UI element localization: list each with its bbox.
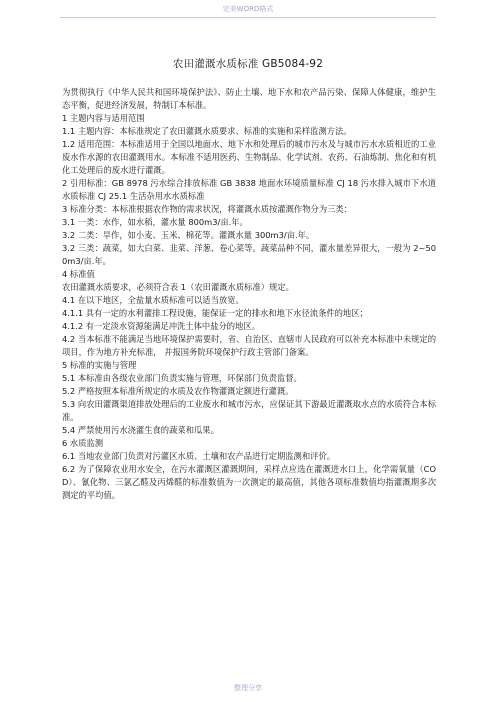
page-header: 完美WORD格式 — [222, 5, 274, 13]
paragraph: 5 标准的实施与管理 — [62, 360, 137, 370]
document-body — [62, 86, 436, 502]
paragraph: 4.1.1 具有一定的水利灌排工程设施，能保证一定的排水和地下水径流条件的地区； — [62, 308, 368, 318]
header-divider — [60, 17, 436, 18]
paragraph: 2 引用标准：GB 8978 污水综合排放标准 GB 3838 地面水环境质量标准 CJ 18 污水排入城市下水道水质标准 CJ 25.1 生活杂用水水质标准 — [62, 178, 436, 201]
paragraph: 4.1.2 有一定淡水资源能满足冲洗土体中盐分的地区。 — [62, 321, 260, 331]
paragraph: 5.4 严禁使用污水浇灌生食的蔬菜和瓜果。 — [62, 425, 219, 435]
paragraph: 3 标准分类：本标准根据农作物的需求状况，将灌溉水质按灌溉作物分为三类： — [62, 204, 353, 214]
paragraph: 5.1 本标准由各级农业部门负责实施与管理，环保部门负责监督。 — [62, 373, 302, 383]
page-footer: 整理分享 — [234, 684, 262, 692]
paragraph: 为贯彻执行《中华人民共和国环境保护法》、防止土壤、地下水和农产品污染、保障人体健康，维护生态平衡，促进经济发展，特制订本标准。 — [62, 87, 436, 110]
paragraph: 5.3 向农田灌溉渠道排放处理后的工业废水和城市污水，应保证其下游最近灌溉取水点的水质符合本标准。 — [62, 399, 436, 422]
paragraph: 6 水质监测 — [62, 438, 104, 448]
paragraph: 3.1 一类：水作，如水稻，灌水量 800m3/亩.年。 — [62, 217, 248, 227]
paragraph: 4.2 当本标准不能满足当地环境保护需要时，省、自治区、直辖市人民政府可以补充本标准中未规定的项目，作为地方补充标准， 并报国务院环境保护行政主管部门备案。 — [62, 334, 436, 357]
paragraph: 5.2 严格按照本标准所规定的水质及农作物灌溉定额进行灌溉。 — [62, 386, 294, 396]
paragraph: 农田灌溉水质要求，必须符合表 1（农田灌溉水质标准）规定。 — [62, 282, 294, 292]
paragraph: 6.2 为了保障农业用水安全，在污水灌溉区灌溉期间，采样点应选在灌溉进水口上，化学需氧量（COD）、氰化物、三氯乙醛及丙烯醛的标准数值为一次测定的最高值，其他各项标准数值均指灌溉期多次测定的平均值。 — [62, 464, 436, 500]
paragraph: 1.1 主题内容：本标准规定了农田灌溉水质要求、标准的实施和采样监测方法。 — [62, 126, 352, 136]
paragraph: 3.2 三类：蔬菜，如大白菜、韭菜、洋葱、卷心菜等。蔬菜品种不同，灌水量差异很大，一般为 2~500m3/亩.年。 — [62, 243, 436, 266]
paragraph: 4.1 在以下地区，全盐量水质标准可以适当放宽。 — [62, 295, 244, 305]
document-title: 农田灌溉水质标准 GB5084-92 — [172, 58, 324, 70]
paragraph: 1 主题内容与适用范围 — [62, 113, 145, 123]
paragraph: 4 标准值 — [62, 269, 95, 279]
paragraph: 6.1 当地农业部门负责对污灌区水质、土壤和农产品进行定期监测和评价。 — [62, 451, 336, 461]
paragraph: 1.2 适用范围：本标准适用于全国以地面水、地下水和处理后的城市污水及与城市污水水质相近的工业废水作水源的农田灌溉用水。本标准不适用医药、生物制品、化学试剂、农药、石油炼制、焦化和有机化工处理后的废水进行灌溉。 — [62, 139, 436, 175]
paragraph: 3.2 二类：旱作，如小麦、玉米、棉花等。灌溉水量 300m3/亩.年。 — [62, 230, 315, 240]
